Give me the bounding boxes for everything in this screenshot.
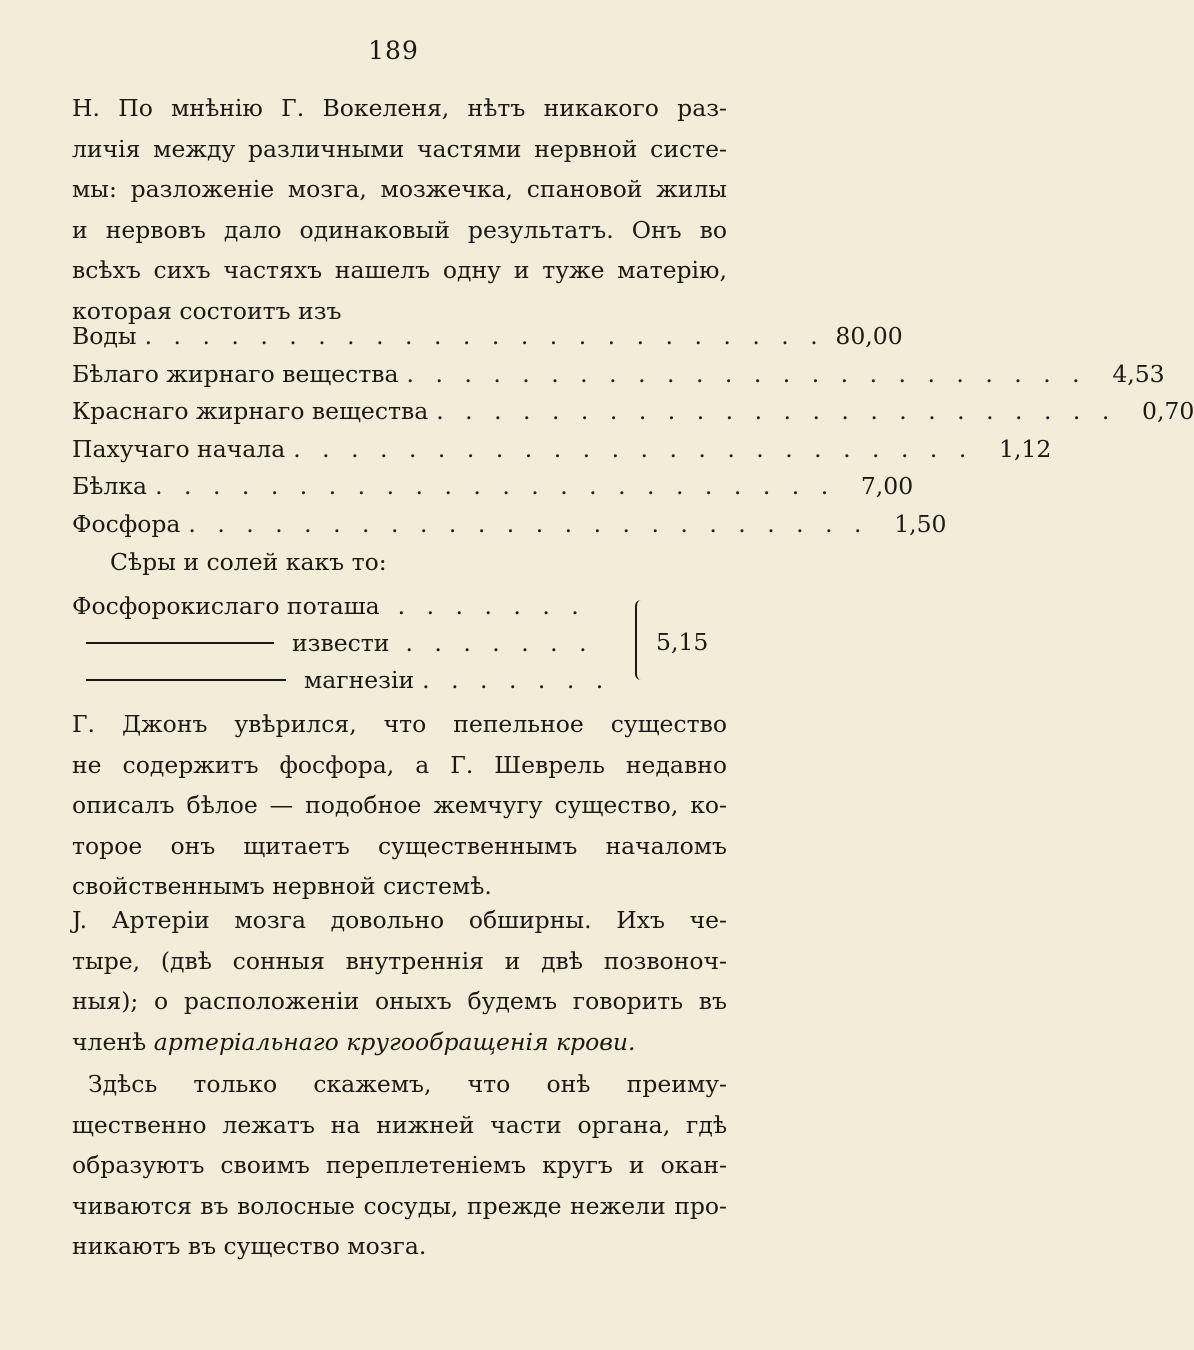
composition-row [72,397,1194,435]
salts-table [72,592,727,703]
text-line: никаютъ въ существо мозга. [72,1232,427,1260]
composition-label: Бѣлка [72,472,148,500]
page-number: 189 [368,36,419,65]
text-line: J. Артеріи мозга довольно обширны. Ихъ че- [72,906,727,934]
paragraph-vauquelin [72,88,727,331]
composition-label: Пахучаго начала [72,434,286,463]
composition-value: 0,70 [1142,397,1194,425]
salt-label: Фосфорокислаго поташа [72,592,380,620]
composition-label: Фосфора [72,509,181,538]
text-line: щественно лежатъ на нижней части органа, гдѣ [72,1110,727,1139]
text-line: личія между различными частями нервной систе- [72,134,727,163]
text-line: H. По мнѣнію Г. Вокеленя, нѣтъ никакого раз- [72,94,727,122]
text-line: всѣхъ сихъ частяхъ нашелъ одну и туже матерію, [72,256,727,284]
composition-label: Краснаго жирнаго вещества [72,397,429,425]
paragraph-arteries [72,900,727,1062]
composition-value: 1,50 [894,509,947,538]
text-line: Здѣсь только скажемъ, что онѣ преиму- [88,1070,727,1098]
italic-term: артеріальнаго кругообращенія крови. [153,1027,636,1056]
text-line: чиваются въ волосные сосуды, прежде нежели про- [72,1191,727,1220]
brace-bracket [635,600,647,680]
composition-row [72,322,903,360]
leader-dots: . . . . . . . [397,592,586,620]
text-line: Г. Джонъ увѣрился, что пепельное существо [72,710,727,738]
text-line: мы: разложеніе мозга, мозжечка, спановой жилы [72,175,727,203]
leader-dots: . . . . . . . . . . . . . . . . . . . . . . . . [406,359,1087,388]
text-line: которая состоитъ изъ [72,296,342,325]
salts-row [72,666,727,703]
text-line: и нервовъ дало одинаковый результатъ. Онъ во [72,215,727,244]
ditto-dash [86,679,286,681]
salts-total: 5,15 [656,628,709,656]
paragraph-john [72,704,727,907]
leader-dots: . . . . . . . . . . . . . . . . . . . . . . . . [144,322,825,350]
text-line [72,1022,727,1063]
leader-dots: . . . . . . . . . . . . . . . . . . . . . . . . [436,397,1117,425]
composition-label: Бѣлаго жирнаго вещества [72,359,399,388]
text-line: тыре, (двѣ сонныя внутреннія и двѣ позвоноч- [72,946,727,975]
salt-label: извести [292,629,390,657]
leader-dots: . . . . . . . . . . . . . . . . . . . . . . . . [155,472,836,500]
composition-value: 7,00 [860,472,914,500]
leader-dots: . . . . . . . [422,666,611,694]
salts-row [72,592,727,629]
text-span: членѣ [72,1027,147,1056]
text-line: свойственнымъ нервной системѣ. [72,872,492,900]
composition-value: 1,12 [999,434,1052,463]
paragraph-closing [72,1064,727,1267]
salt-label: магнезіи [304,666,415,694]
composition-row [72,434,1052,473]
composition-row [72,509,947,548]
text-line: торое онъ щитаетъ существеннымъ началомъ [72,831,727,860]
composition-row [72,359,1165,398]
composition-label: Воды [72,322,137,350]
ditto-dash [86,642,274,644]
composition-table [72,322,1194,547]
text-line: образуютъ своимъ переплетеніемъ кругъ и окан- [72,1151,727,1179]
leader-dots: . . . . . . . [405,629,594,657]
salts-row [72,629,727,666]
composition-value: 4,53 [1112,359,1165,388]
leader-dots: . . . . . . . . . . . . . . . . . . . . . . . . [188,509,869,538]
text-line: описалъ бѣлое — подобное жемчугу существо, ко- [72,791,727,819]
composition-value: 80,00 [835,322,903,350]
text-line: не содержитъ фосфора, а Г. Шеврель недавно [72,750,727,779]
text-line: ныя); о расположеніи оныхъ будемъ говорить въ [72,987,727,1015]
composition-row [72,472,914,510]
salts-heading: Сѣры и солей какъ то: [110,548,387,576]
leader-dots: . . . . . . . . . . . . . . . . . . . . . . . . [293,434,974,463]
